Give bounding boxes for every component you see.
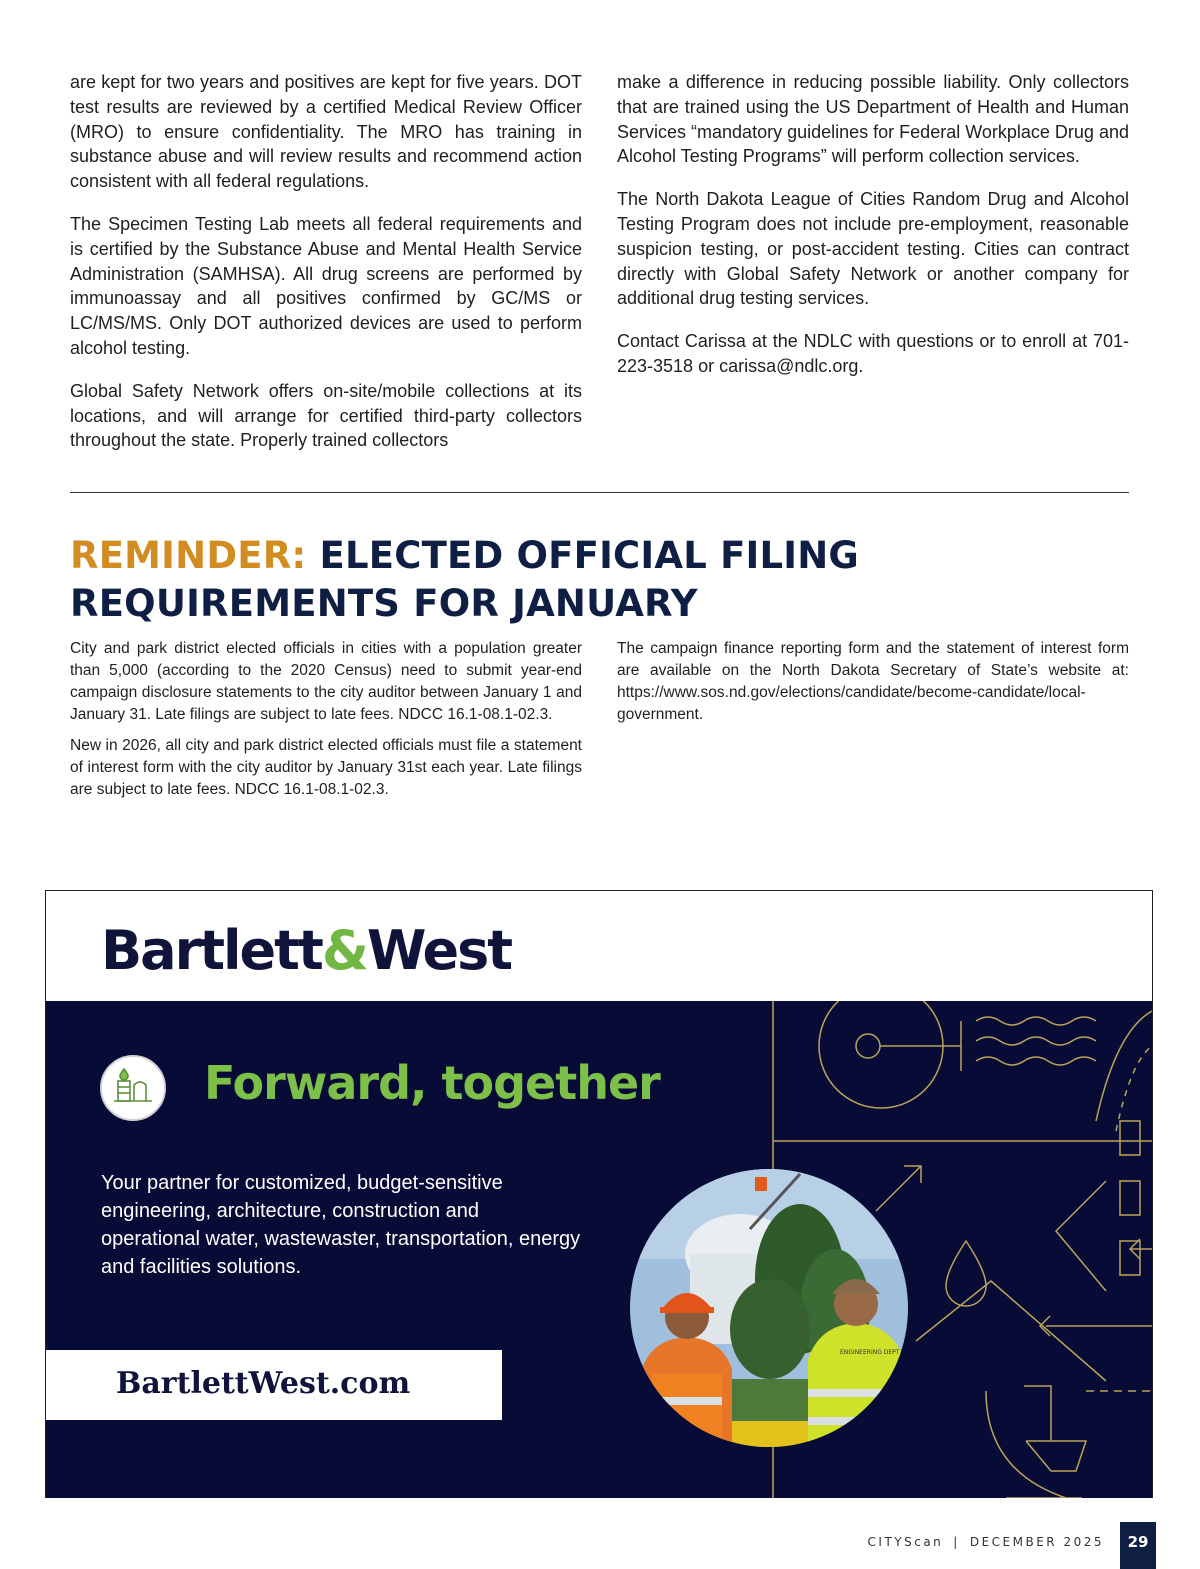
paragraph: The North Dakota League of Cities Random Drug and Alcohol Testing Program does not include pre-employment, reasonable suspicion testing, or post-accident testing. Cities can contract directly with Global Safety Network or another company for additional drug testing services. — [617, 189, 1129, 309]
logo-word: West — [366, 919, 512, 982]
paragraph: are kept for two years and positives are kept for five years. DOT test results are reviewed by a certified Medical Review Officer (MRO) to ensure confidentiality. The MRO has training in substance abuse and will review results and recommend action consistent with all federal regulations. — [70, 72, 582, 192]
publication-name: CITYScan — [867, 1535, 944, 1549]
ad-tagline: Forward, together — [204, 1056, 660, 1110]
logo-word: Bartlett — [101, 919, 322, 982]
paragraph: The campaign finance reporting form and the statement of interest form are available on the North Dakota Secretary of State’s website at: https://www.sos.nd.gov/elections/candidate/become-candidate/local-government. — [617, 640, 1129, 723]
footer-separator: | — [953, 1535, 960, 1549]
heading-text: ELECTED OFFICIAL FILING REQUIREMENTS FOR JANUARY — [70, 534, 859, 625]
website-url[interactable]: BartlettWest.com — [116, 1366, 411, 1401]
paragraph: Global Safety Network offers on-site/mobile collections at its locations, and will arrange for certified third-party collectors throughout the state. Properly trained collectors — [70, 380, 582, 451]
paragraph: New in 2026, all city and park district elected officials must file a statement of interest form with the city auditor by January 31st each year. Late filings are subject to late fees. NDCC 16.1-08.1-02.3. — [70, 737, 582, 798]
reminder-column-right — [617, 638, 1129, 726]
bartlett-west-ad[interactable] — [45, 890, 1153, 1498]
article-column-left — [70, 70, 582, 453]
reminder-column-left — [70, 638, 582, 801]
workers-photo — [630, 1169, 908, 1447]
paragraph: make a difference in reducing possible liability. Only collectors that are trained using the US Department of Health and Human Services “mandatory guidelines for Federal Workplace Drug and Alcohol Testing Programs” will perform collection services. — [617, 72, 1129, 167]
paragraph: City and park district elected officials in cities with a population greater than 5,000 (according to the 2020 Census) need to submit year-end campaign disclosure statements to the city auditor between January 1 and January 31. Late filings are subject to late fees. NDCC 16.1-08.1-02.3. — [70, 640, 582, 723]
ad-banner — [46, 1001, 1152, 1498]
paragraph: Contact Carissa at the NDLC with questions or to enroll at 701-223-3518 or carissa@ndlc.org. — [617, 331, 1129, 376]
section-divider — [70, 492, 1129, 493]
heading-accent: REMINDER: — [70, 534, 307, 577]
ad-description: Your partner for customized, budget-sensitive engineering, architecture, construction and operational water, wastewaster, transportation, energy and facilities solutions. — [101, 1172, 581, 1278]
article-column-right — [617, 70, 1129, 379]
page-footer — [868, 1535, 1104, 1549]
vest-label: ENGINEERING DEPT — [840, 1349, 900, 1356]
logo-ampersand: & — [321, 919, 367, 982]
issue-date: DECEMBER 2025 — [969, 1535, 1104, 1549]
paragraph: The Specimen Testing Lab meets all federal requirements and is certified by the Substance Abuse and Mental Health Service Administration (SAMHSA). All drug screens are performed by immunoassay and all positives confirmed by GC/MS or LC/MS/MS. Only DOT authorized devices are used to perform alcohol testing. — [70, 213, 582, 358]
water-facility-icon — [100, 1055, 166, 1121]
section-heading — [70, 532, 1130, 628]
website-link[interactable] — [46, 1350, 502, 1420]
page-number: 29 — [1120, 1522, 1156, 1569]
ad-header — [46, 891, 1152, 1001]
company-logo — [101, 919, 511, 982]
